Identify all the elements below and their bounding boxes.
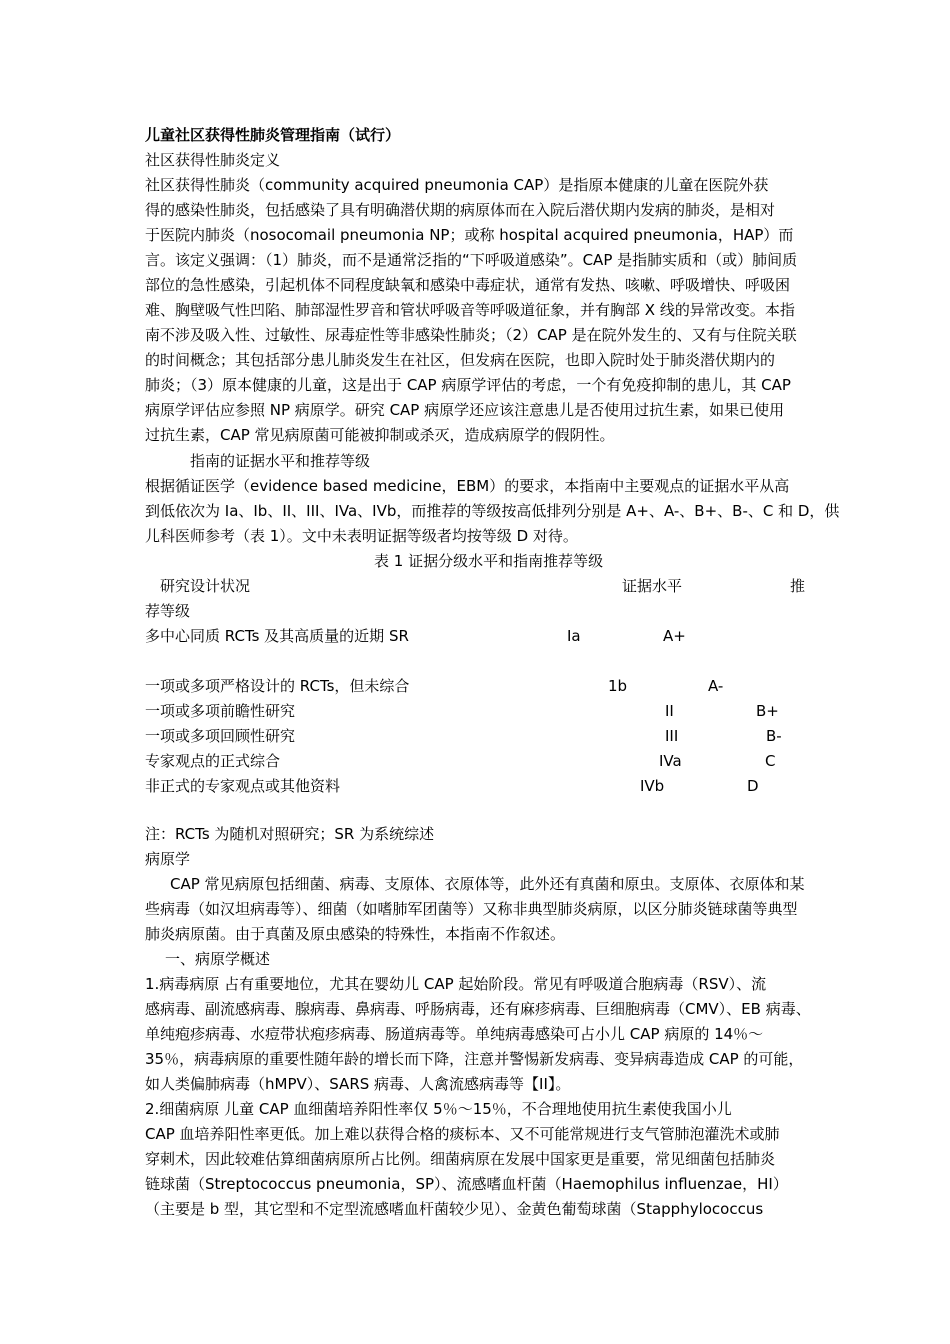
- table-cell-level: 1b: [608, 677, 628, 695]
- paragraph-line: 肺炎；（3）原本健康的儿童，这是出于 CAP 病原学评估的考虑，一个有免疫抑制的患儿，其 CAP: [145, 376, 791, 394]
- paragraph-line: 社区获得性肺炎（community acquired pneumonia CAP）是指原本健康的儿童在医院外获: [145, 176, 769, 194]
- paragraph-line: CAP 血培养阳性率更低。加上难以获得合格的痰标本、又不可能常规进行支气管肺泡灌洗术或肺: [145, 1125, 780, 1143]
- paragraph-line: 如人类偏肺病毒（hMPV）、SARS 病毒、人禽流感病毒等【II】。: [145, 1075, 571, 1093]
- paragraph-line: 过抗生素，CAP 常见病原菌可能被抑制或杀灭，造成病原学的假阴性。: [145, 426, 615, 444]
- table-cell-level: IVb: [640, 777, 665, 795]
- paragraph-line: 南不涉及吸入性、过敏性、尿毒症性等非感染性肺炎；（2）CAP 是在院外发生的、又有与住院关联: [145, 326, 797, 344]
- table-cell-design: 非正式的专家观点或其他资料: [145, 777, 341, 795]
- table-cell-grade: B-: [766, 727, 782, 745]
- table-header-grade: 推: [790, 577, 806, 595]
- table-caption: 表 1 证据分级水平和指南推荐等级: [374, 552, 604, 570]
- table-cell-design: 多中心同质 RCTs 及其高质量的近期 SR: [145, 627, 409, 645]
- paragraph-line: 链球菌（Streptococcus pneumonia，SP）、流感嗜血杆菌（Haemophilus influenzae，HI）: [145, 1175, 788, 1193]
- document-title: 儿童社区获得性肺炎管理指南（试行）: [145, 126, 401, 144]
- paragraph-line: （主要是 b 型，其它型和不定型流感嗜血杆菌较少见）、金黄色葡萄球菌（Stapphylococcus: [145, 1200, 764, 1218]
- paragraph-line: CAP 常见病原包括细菌、病毒、支原体、衣原体等，此外还有真菌和原虫。支原体、衣原体和某: [170, 875, 805, 893]
- table-cell-design: 一项或多项严格设计的 RCTs，但未综合: [145, 677, 410, 695]
- table-cell-grade: A-: [708, 677, 724, 695]
- section-heading-evidence: 指南的证据水平和推荐等级: [190, 452, 371, 470]
- section-heading-definition: 社区获得性肺炎定义: [145, 151, 281, 169]
- paragraph-line: 部位的急性感染，引起机体不同程度缺氧和感染中毒症状，通常有发热、咳嗽、呼吸增快、呼吸困: [145, 276, 791, 294]
- paragraph-line: 些病毒（如汉坦病毒等）、细菌（如嗜肺军团菌等）又称非典型肺炎病原，以区分肺炎链球菌等典型: [145, 900, 798, 918]
- paragraph-line: 2.细菌病原 儿童 CAP 血细菌培养阳性率仅 5％～15％，不合理地使用抗生素使我国小儿: [145, 1100, 732, 1118]
- table-cell-grade: A+: [663, 627, 686, 645]
- paragraph-line: 穿刺术，因此较难估算细菌病原所占比例。细菌病原在发展中国家更是重要，常见细菌包括肺炎: [145, 1150, 776, 1168]
- paragraph-line: 得的感染性肺炎，包括感染了具有明确潜伏期的病原体而在入院后潜伏期内发病的肺炎，是相对: [145, 201, 776, 219]
- table-cell-design: 专家观点的正式综合: [145, 752, 281, 770]
- table-cell-grade: C: [765, 752, 776, 770]
- table-cell-level: II: [665, 702, 674, 720]
- paragraph-line: 单纯疱疹病毒、水痘带状疱疹病毒、肠道病毒等。单纯病毒感染可占小儿 CAP 病原的 14％～: [145, 1025, 764, 1043]
- section-heading-etiology: 病原学: [145, 850, 191, 868]
- table-cell-grade: B+: [756, 702, 779, 720]
- table-note: 注：RCTs 为随机对照研究；SR 为系统综述: [145, 825, 435, 843]
- paragraph-line: 35％，病毒病原的重要性随年龄的增长而下降，注意并警惕新发病毒、变异病毒造成 CAP 的可能，: [145, 1050, 804, 1068]
- paragraph-line: 言。该定义强调：（1）肺炎，而不是通常泛指的“下呼吸道感染”。CAP 是指肺实质和（或）肺间质: [145, 251, 798, 269]
- table-cell-grade: D: [747, 777, 759, 795]
- table-header-design: 研究设计状况: [160, 577, 251, 595]
- paragraph-line: 肺炎病原菌。由于真菌及原虫感染的特殊性，本指南不作叙述。: [145, 925, 566, 943]
- paragraph-line: 1.病毒病原 占有重要地位，尤其在婴幼儿 CAP 起始阶段。常见有呼吸道合胞病毒（RSV）、流: [145, 975, 767, 993]
- table-header-grade-wrap: 荐等级: [145, 602, 191, 620]
- paragraph-line: 的时间概念；其包括部分患儿肺炎发生在社区，但发病在医院，也即入院时处于肺炎潜伏期内的: [145, 351, 776, 369]
- paragraph-line: 难、胸壁吸气性凹陷、肺部湿性罗音和管状呼吸音等呼吸道征象，并有胸部 X 线的异常改变。本指: [145, 301, 795, 319]
- paragraph-line: 儿科医师参考（表 1）。文中未表明证据等级者均按等级 D 对待。: [145, 527, 578, 545]
- table-cell-level: IVa: [659, 752, 682, 770]
- table-cell-level: III: [665, 727, 679, 745]
- paragraph-line: 于医院内肺炎（nosocomail pneumonia NP；或称 hospital acquired pneumonia，HAP）而: [145, 226, 794, 244]
- table-header-level: 证据水平: [622, 577, 683, 595]
- paragraph-line: 到低依次为 Ia、Ib、II、III、IVa、IVb，而推荐的等级按高低排列分别是 A+、A-、B+、B-、C 和 D，供: [145, 502, 840, 520]
- table-cell-design: 一项或多项前瞻性研究: [145, 702, 296, 720]
- table-cell-design: 一项或多项回顾性研究: [145, 727, 296, 745]
- paragraph-line: 感病毒、副流感病毒、腺病毒、鼻病毒、呼肠病毒，还有麻疹病毒、巨细胞病毒（CMV）、EB 病毒、: [145, 1000, 811, 1018]
- paragraph-line: 根据循证医学（evidence based medicine，EBM）的要求，本指南中主要观点的证据水平从高: [145, 477, 790, 495]
- paragraph-line: 病原学评估应参照 NP 病原学。研究 CAP 病原学还应该注意患儿是否使用过抗生素，如果已使用: [145, 401, 785, 419]
- section-heading-overview: 一、病原学概述: [165, 950, 271, 968]
- table-cell-level: Ia: [567, 627, 581, 645]
